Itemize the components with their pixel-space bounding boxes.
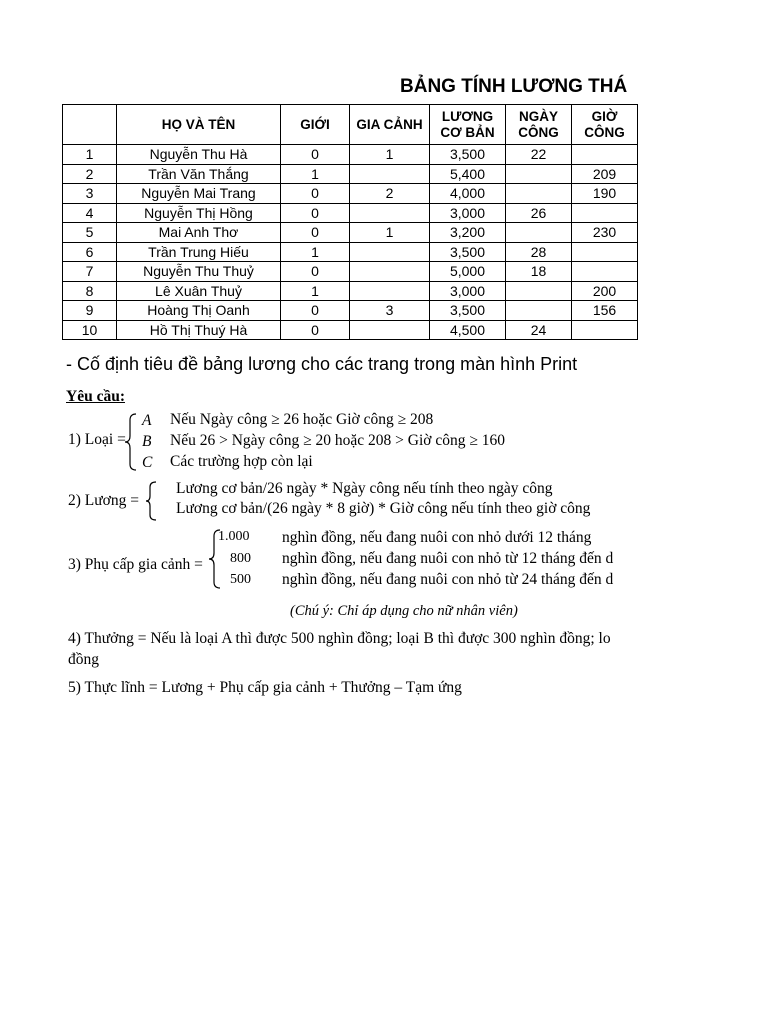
header-base-salary bbox=[430, 105, 506, 145]
cell-family bbox=[350, 203, 430, 223]
req1-case-b-text: Nếu 26 > Ngày công ≥ 20 hoặc 208 > Giờ công ≥ 160 bbox=[170, 432, 505, 449]
cell-name: Nguyễn Thị Hồng bbox=[117, 203, 281, 223]
req2-brace bbox=[145, 481, 159, 521]
req3-text-3: nghìn đồng, nếu đang nuôi con nhỏ từ 24 tháng đến d bbox=[282, 571, 614, 588]
cell-base: 5,000 bbox=[430, 262, 506, 282]
cell-gender: 0 bbox=[281, 145, 350, 165]
cell-days: 26 bbox=[506, 203, 572, 223]
header-hours-line1: GIỜ bbox=[591, 108, 618, 124]
table-row bbox=[63, 281, 638, 301]
table-row bbox=[63, 242, 638, 262]
cell-family: 3 bbox=[350, 301, 430, 321]
req1-brace bbox=[124, 412, 140, 472]
print-title-note: - Cố định tiêu đề bảng lương cho các trang trong màn hình Print bbox=[66, 354, 578, 374]
cell-stt: 6 bbox=[63, 242, 117, 262]
cell-days bbox=[506, 301, 572, 321]
cell-name: Nguyễn Mai Trang bbox=[117, 184, 281, 204]
cell-name: Hồ Thị Thuý Hà bbox=[117, 320, 281, 340]
cell-days: 28 bbox=[506, 242, 572, 262]
req1-case-c-letter: C bbox=[142, 454, 153, 471]
cell-hours: 230 bbox=[572, 223, 638, 243]
req3-note: (Chú ý: Chỉ áp dụng cho nữ nhân viên) bbox=[290, 603, 518, 619]
req3-amount-1: 1.000 bbox=[218, 529, 250, 544]
cell-stt: 10 bbox=[63, 320, 117, 340]
requirements-heading: Yêu cầu: bbox=[66, 388, 125, 405]
header-stt bbox=[63, 105, 117, 145]
cell-name: Hoàng Thị Oanh bbox=[117, 301, 281, 321]
cell-name: Trần Văn Thắng bbox=[117, 164, 281, 184]
header-days bbox=[506, 105, 572, 145]
cell-hours bbox=[572, 203, 638, 223]
table-row bbox=[63, 301, 638, 321]
cell-name: Lê Xuân Thuỷ bbox=[117, 281, 281, 301]
cell-gender: 0 bbox=[281, 320, 350, 340]
cell-family: 2 bbox=[350, 184, 430, 204]
cell-hours bbox=[572, 262, 638, 282]
cell-base: 4,000 bbox=[430, 184, 506, 204]
cell-stt: 5 bbox=[63, 223, 117, 243]
cell-family bbox=[350, 281, 430, 301]
cell-stt: 2 bbox=[63, 164, 117, 184]
cell-hours: 200 bbox=[572, 281, 638, 301]
req2-case-2: Lương cơ bản/(26 ngày * 8 giờ) * Giờ công nếu tính theo giờ công bbox=[176, 500, 591, 517]
cell-days: 24 bbox=[506, 320, 572, 340]
header-hours-line2: CÔNG bbox=[584, 124, 625, 140]
req3-amount-2: 800 bbox=[230, 551, 251, 566]
cell-days: 18 bbox=[506, 262, 572, 282]
cell-gender: 0 bbox=[281, 262, 350, 282]
header-base-salary-line2: CƠ BẢN bbox=[440, 124, 495, 140]
table-row bbox=[63, 262, 638, 282]
page-title: BẢNG TÍNH LƯƠNG THÁ bbox=[400, 76, 628, 97]
table-row bbox=[63, 184, 638, 204]
header-family: GIA CẢNH bbox=[350, 105, 430, 145]
table-row bbox=[63, 223, 638, 243]
cell-gender: 0 bbox=[281, 203, 350, 223]
cell-gender: 0 bbox=[281, 184, 350, 204]
cell-base: 3,500 bbox=[430, 301, 506, 321]
header-days-line2: CÔNG bbox=[518, 124, 559, 140]
cell-days bbox=[506, 184, 572, 204]
cell-gender: 1 bbox=[281, 242, 350, 262]
cell-family bbox=[350, 242, 430, 262]
req2-label: 2) Lương = bbox=[68, 492, 139, 509]
header-hours bbox=[572, 105, 638, 145]
cell-days bbox=[506, 164, 572, 184]
cell-hours: 156 bbox=[572, 301, 638, 321]
header-base-salary-line1: LƯƠNG bbox=[441, 108, 494, 124]
header-name: HỌ VÀ TÊN bbox=[117, 105, 281, 145]
cell-family bbox=[350, 320, 430, 340]
table-row bbox=[63, 164, 638, 184]
cell-base: 3,500 bbox=[430, 242, 506, 262]
cell-days bbox=[506, 223, 572, 243]
req1-case-b-letter: B bbox=[142, 433, 152, 450]
req1-label: 1) Loại = bbox=[68, 431, 126, 448]
req1-case-a-letter: A bbox=[142, 412, 152, 429]
cell-gender: 0 bbox=[281, 223, 350, 243]
cell-gender: 1 bbox=[281, 281, 350, 301]
cell-stt: 9 bbox=[63, 301, 117, 321]
cell-name: Mai Anh Thơ bbox=[117, 223, 281, 243]
cell-stt: 1 bbox=[63, 145, 117, 165]
cell-hours bbox=[572, 242, 638, 262]
table-body bbox=[63, 145, 638, 340]
cell-family: 1 bbox=[350, 223, 430, 243]
req4-line2: đồng bbox=[68, 651, 99, 668]
cell-name: Nguyễn Thu Hà bbox=[117, 145, 281, 165]
req3-label: 3) Phụ cấp gia cảnh = bbox=[68, 556, 203, 573]
header-days-line1: NGÀY bbox=[518, 108, 558, 124]
cell-hours: 190 bbox=[572, 184, 638, 204]
salary-table bbox=[62, 104, 638, 340]
header-gender: GIỚI bbox=[281, 105, 350, 145]
cell-base: 5,400 bbox=[430, 164, 506, 184]
req3-amount-3: 500 bbox=[230, 572, 251, 587]
req4-line1: 4) Thưởng = Nếu là loại A thì được 500 nghìn đồng; loại B thì được 300 nghìn đồng; lo bbox=[68, 630, 611, 647]
cell-family bbox=[350, 262, 430, 282]
req2-case-1: Lương cơ bản/26 ngày * Ngày công nếu tính theo ngày công bbox=[176, 480, 553, 497]
table-header-row bbox=[63, 105, 638, 145]
cell-base: 4,500 bbox=[430, 320, 506, 340]
cell-hours bbox=[572, 145, 638, 165]
table-row bbox=[63, 145, 638, 165]
cell-stt: 7 bbox=[63, 262, 117, 282]
cell-gender: 0 bbox=[281, 301, 350, 321]
cell-family: 1 bbox=[350, 145, 430, 165]
cell-base: 3,000 bbox=[430, 203, 506, 223]
cell-stt: 3 bbox=[63, 184, 117, 204]
table-row bbox=[63, 320, 638, 340]
req1-case-a-text: Nếu Ngày công ≥ 26 hoặc Giờ công ≥ 208 bbox=[170, 411, 434, 428]
cell-name: Trần Trung Hiếu bbox=[117, 242, 281, 262]
cell-family bbox=[350, 164, 430, 184]
cell-base: 3,200 bbox=[430, 223, 506, 243]
req1-case-c-text: Các trường hợp còn lại bbox=[170, 453, 313, 470]
req5: 5) Thực lĩnh = Lương + Phụ cấp gia cảnh + Thưởng – Tạm ứng bbox=[68, 679, 462, 696]
cell-stt: 8 bbox=[63, 281, 117, 301]
cell-days bbox=[506, 281, 572, 301]
cell-hours: 209 bbox=[572, 164, 638, 184]
cell-stt: 4 bbox=[63, 203, 117, 223]
cell-base: 3,000 bbox=[430, 281, 506, 301]
cell-base: 3,500 bbox=[430, 145, 506, 165]
req3-text-2: nghìn đồng, nếu đang nuôi con nhỏ từ 12 tháng đến d bbox=[282, 550, 614, 567]
cell-name: Nguyễn Thu Thuỷ bbox=[117, 262, 281, 282]
cell-hours bbox=[572, 320, 638, 340]
table-row bbox=[63, 203, 638, 223]
cell-gender: 1 bbox=[281, 164, 350, 184]
cell-days: 22 bbox=[506, 145, 572, 165]
req3-text-1: nghìn đồng, nếu đang nuôi con nhỏ dưới 12 tháng bbox=[282, 529, 592, 546]
